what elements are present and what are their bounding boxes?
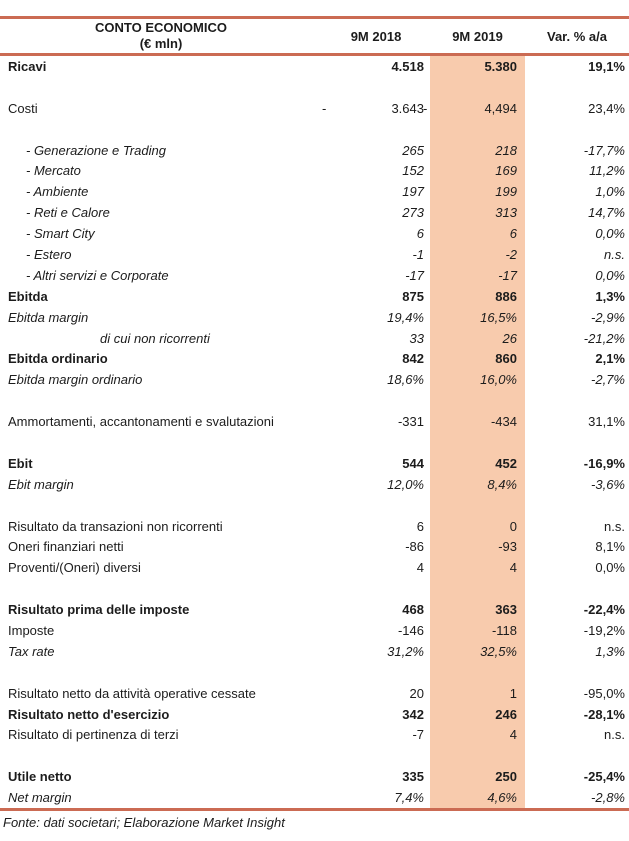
- value-9m2019: [430, 247, 525, 262]
- column-header-var: Var. % a/a: [547, 28, 607, 44]
- value-var-pct: 0,0%: [595, 226, 625, 242]
- number-9m2019: 250: [495, 769, 517, 785]
- table-row: [0, 725, 629, 746]
- value-9m2019: [430, 163, 525, 178]
- value-9m2019: [430, 560, 525, 575]
- spacer-row: [0, 578, 629, 599]
- value-var-pct: 14,7%: [588, 205, 625, 221]
- value-9m2019: [430, 59, 525, 74]
- value-9m2018: [322, 331, 430, 346]
- value-9m2018: [322, 686, 430, 701]
- row-label: - Mercato: [26, 163, 81, 179]
- table-row: [0, 348, 629, 369]
- value-9m2018: [322, 101, 430, 116]
- value-9m2018: [322, 143, 430, 158]
- table-row: [0, 683, 629, 704]
- table-row: [0, 160, 629, 181]
- number-9m2019: -93: [498, 539, 517, 555]
- row-label: Ebitda margin: [8, 309, 89, 325]
- negative-dash-9m2018: -: [322, 100, 327, 116]
- value-var-pct: -2,7%: [591, 372, 625, 388]
- value-9m2019: [430, 769, 525, 784]
- table-row: [0, 474, 629, 495]
- value-9m2019: [430, 477, 525, 492]
- value-var-pct: 19,1%: [588, 58, 625, 74]
- number-9m2018: -146: [397, 622, 424, 638]
- value-9m2018: [322, 644, 430, 659]
- table-row: [0, 265, 629, 286]
- number-9m2019: -118: [491, 622, 517, 638]
- number-9m2018: 4: [416, 560, 424, 576]
- bottom-rule: [0, 808, 629, 811]
- value-9m2019: [430, 539, 525, 554]
- value-var-pct: -3,6%: [591, 476, 625, 492]
- number-9m2019: 4: [509, 727, 517, 743]
- value-9m2018: [322, 727, 430, 742]
- row-label: Proventi/(Oneri) diversi: [8, 560, 141, 576]
- value-9m2019: [430, 790, 525, 805]
- row-label: Risultato di pertinenza di terzi: [8, 727, 179, 743]
- row-label: Ebit: [8, 455, 33, 471]
- number-9m2018: 6: [416, 518, 424, 534]
- value-9m2018: [322, 310, 430, 325]
- row-label: Ebitda margin ordinario: [8, 372, 143, 388]
- table-row: [0, 56, 629, 77]
- number-9m2018: 18,6%: [387, 372, 424, 388]
- table-row: [0, 140, 629, 161]
- value-9m2019: [430, 289, 525, 304]
- value-9m2018: [322, 414, 430, 429]
- value-9m2019: [430, 143, 525, 158]
- value-9m2018: [322, 623, 430, 638]
- row-label: Ricavi: [8, 58, 47, 74]
- number-9m2018: 875: [402, 288, 424, 304]
- number-9m2018: 197: [402, 184, 424, 200]
- table-row: [0, 369, 629, 390]
- value-var-pct: -95,0%: [583, 685, 625, 701]
- value-var-pct: 0,0%: [595, 267, 625, 283]
- number-9m2019: 218: [495, 142, 517, 158]
- value-9m2019: [430, 456, 525, 471]
- table-row: [0, 641, 629, 662]
- spacer-row: [0, 390, 629, 411]
- number-9m2019: 8,4%: [487, 476, 517, 492]
- value-var-pct: 11,2%: [589, 163, 625, 179]
- number-9m2019: -2: [505, 246, 517, 262]
- table-row: [0, 766, 629, 787]
- value-9m2019: [430, 310, 525, 325]
- number-9m2019: -434: [490, 414, 517, 430]
- spacer-row: [0, 119, 629, 140]
- row-label: Imposte: [8, 622, 55, 638]
- table-title-line2: (€ mln): [139, 36, 183, 51]
- table-body: [0, 56, 629, 808]
- value-var-pct: -25,4%: [583, 769, 625, 785]
- number-9m2018: 265: [402, 142, 424, 158]
- value-9m2019: [430, 268, 525, 283]
- value-9m2018: [322, 560, 430, 575]
- number-9m2019: 860: [495, 351, 517, 367]
- number-9m2018: -17: [405, 267, 424, 283]
- table-row: [0, 223, 629, 244]
- row-label: - Altri servizi e Corporate: [26, 267, 169, 283]
- number-9m2018: 12,0%: [387, 476, 424, 492]
- value-9m2018: [322, 372, 430, 387]
- number-9m2019: 4: [509, 560, 517, 576]
- value-var-pct: 1,3%: [595, 643, 625, 659]
- value-9m2018: [322, 205, 430, 220]
- number-9m2018: 842: [402, 351, 424, 367]
- spacer-row: [0, 77, 629, 98]
- value-9m2018: [322, 289, 430, 304]
- value-9m2019: [430, 644, 525, 659]
- row-label: - Ambiente: [26, 184, 89, 200]
- row-label: Risultato da transazioni non ricorrenti: [8, 518, 223, 534]
- value-var-pct: -2,8%: [591, 790, 625, 806]
- number-9m2018: 19,4%: [387, 309, 424, 325]
- value-9m2018: [322, 707, 430, 722]
- number-9m2019: 886: [495, 288, 517, 304]
- spacer-row: [0, 662, 629, 683]
- value-9m2018: [322, 456, 430, 471]
- value-9m2018: [322, 184, 430, 199]
- number-9m2018: 33: [409, 330, 424, 346]
- number-9m2018: 468: [402, 602, 424, 618]
- table-row: [0, 328, 629, 349]
- value-var-pct: 23,4%: [588, 100, 625, 116]
- row-label: di cui non ricorrenti: [100, 330, 210, 346]
- number-9m2018: -7: [412, 727, 424, 743]
- number-9m2018: 273: [402, 205, 424, 221]
- number-9m2019: 199: [495, 184, 517, 200]
- number-9m2019: 363: [495, 602, 517, 618]
- number-9m2019: 32,5%: [480, 643, 517, 659]
- value-9m2018: [322, 769, 430, 784]
- value-9m2018: [322, 59, 430, 74]
- row-label: - Estero: [26, 246, 72, 262]
- row-label: Tax rate: [8, 643, 55, 659]
- value-var-pct: 2,1%: [595, 351, 625, 367]
- number-9m2018: 4.518: [391, 58, 424, 74]
- value-9m2019: [423, 100, 525, 116]
- table-row: [0, 286, 629, 307]
- value-var-pct: 8,1%: [595, 539, 625, 555]
- row-label: Ebitda ordinario: [8, 351, 108, 367]
- number-9m2019: 313: [495, 205, 517, 221]
- value-var-pct: n.s.: [604, 518, 625, 534]
- number-9m2018: 544: [402, 455, 424, 471]
- row-label: Risultato netto d'esercizio: [8, 706, 170, 722]
- value-9m2019: [430, 351, 525, 366]
- number-9m2018: -86: [405, 539, 424, 555]
- value-9m2018: [322, 602, 430, 617]
- value-var-pct: n.s.: [604, 246, 625, 262]
- value-9m2019: [430, 184, 525, 199]
- number-9m2018: 3.643: [391, 100, 424, 116]
- table-row: [0, 181, 629, 202]
- row-label: Risultato netto da attività operative cessate: [8, 685, 256, 701]
- table-row: [0, 620, 629, 641]
- number-9m2018: 31,2%: [387, 643, 424, 659]
- value-9m2019: [430, 623, 525, 638]
- value-var-pct: -17,7%: [583, 142, 625, 158]
- value-var-pct: 1,0%: [595, 184, 625, 200]
- number-9m2019: 16,0%: [480, 372, 517, 388]
- value-9m2018: [322, 163, 430, 178]
- value-9m2019: [430, 226, 525, 241]
- value-9m2018: [322, 268, 430, 283]
- value-var-pct: 0,0%: [595, 560, 625, 576]
- value-9m2018: [322, 477, 430, 492]
- number-9m2019: 0: [509, 518, 517, 534]
- row-label: Oneri finanziari netti: [8, 539, 124, 555]
- value-9m2018: [322, 247, 430, 262]
- number-9m2018: 342: [402, 706, 424, 722]
- table-title: [0, 20, 322, 52]
- value-9m2019: [430, 686, 525, 701]
- row-label: Risultato prima delle imposte: [8, 602, 190, 618]
- column-header-9m2018: 9M 2018: [350, 28, 402, 44]
- value-var-pct: -16,9%: [583, 455, 625, 471]
- number-9m2019: 16,5%: [480, 309, 517, 325]
- value-var-pct: -21,2%: [583, 330, 625, 346]
- spacer-row: [0, 495, 629, 516]
- negative-dash-9m2019: -: [423, 100, 428, 116]
- spacer-row: [0, 745, 629, 766]
- value-9m2019: [430, 372, 525, 387]
- number-9m2018: 335: [402, 769, 424, 785]
- table-row: [0, 307, 629, 328]
- number-9m2019: 6: [509, 226, 517, 242]
- number-9m2018: 6: [416, 226, 424, 242]
- value-9m2019: [430, 727, 525, 742]
- value-9m2019: [430, 519, 525, 534]
- table-row: [0, 557, 629, 578]
- number-9m2019: 246: [495, 706, 517, 722]
- table-row: [0, 411, 629, 432]
- row-label: - Smart City: [26, 226, 95, 242]
- value-var-pct: n.s.: [604, 727, 625, 743]
- value-var-pct: -22,4%: [583, 602, 625, 618]
- row-label: Net margin: [8, 790, 72, 806]
- row-label: Costi: [8, 100, 38, 116]
- value-var-pct: -28,1%: [583, 706, 625, 722]
- value-9m2018: [322, 519, 430, 534]
- table-row: [0, 787, 629, 808]
- number-9m2018: -1: [412, 246, 424, 262]
- row-label: Ebit margin: [8, 476, 74, 492]
- row-label: Ebitda: [8, 288, 48, 304]
- value-9m2018: [322, 539, 430, 554]
- table-title-line1: CONTO ECONOMICO: [95, 20, 227, 35]
- value-9m2018: [322, 790, 430, 805]
- value-9m2019: [430, 414, 525, 429]
- value-9m2018: [322, 226, 430, 241]
- table-row: [0, 536, 629, 557]
- number-9m2019: 4,494: [484, 100, 517, 116]
- column-header-9m2019: 9M 2019: [452, 28, 503, 44]
- row-label: Utile netto: [8, 769, 72, 785]
- value-var-pct: 31,1%: [588, 414, 625, 430]
- number-9m2018: -331: [397, 414, 424, 430]
- value-9m2018: [322, 351, 430, 366]
- value-9m2019: [430, 331, 525, 346]
- number-9m2019: 169: [495, 163, 517, 179]
- value-9m2019: [430, 707, 525, 722]
- number-9m2019: 1: [509, 685, 517, 701]
- table-header: [0, 19, 629, 53]
- table-row: [0, 599, 629, 620]
- number-9m2018: 7,4%: [394, 790, 424, 806]
- table-row: [0, 704, 629, 725]
- value-9m2019: [430, 602, 525, 617]
- spacer-row: [0, 432, 629, 453]
- table-row: [0, 516, 629, 537]
- row-label: - Reti e Calore: [26, 205, 110, 221]
- number-9m2018: 20: [409, 685, 424, 701]
- value-var-pct: -19,2%: [583, 622, 625, 638]
- row-label: - Generazione e Trading: [26, 142, 166, 158]
- table-row: [0, 244, 629, 265]
- number-9m2018: 152: [402, 163, 424, 179]
- table-row: [0, 98, 629, 119]
- value-var-pct: 1,3%: [595, 288, 625, 304]
- value-var-pct: -2,9%: [591, 309, 625, 325]
- source-note: Fonte: dati societari; Elaborazione Market Insight: [3, 815, 285, 831]
- number-9m2019: 5.380: [484, 58, 517, 74]
- number-9m2019: 26: [502, 330, 517, 346]
- number-9m2019: -17: [498, 267, 517, 283]
- value-9m2019: [430, 205, 525, 220]
- number-9m2019: 4,6%: [487, 790, 517, 806]
- table-row: [0, 453, 629, 474]
- row-label: Ammortamenti, accantonamenti e svalutazioni: [8, 414, 274, 430]
- table-row: [0, 202, 629, 223]
- number-9m2019: 452: [495, 455, 517, 471]
